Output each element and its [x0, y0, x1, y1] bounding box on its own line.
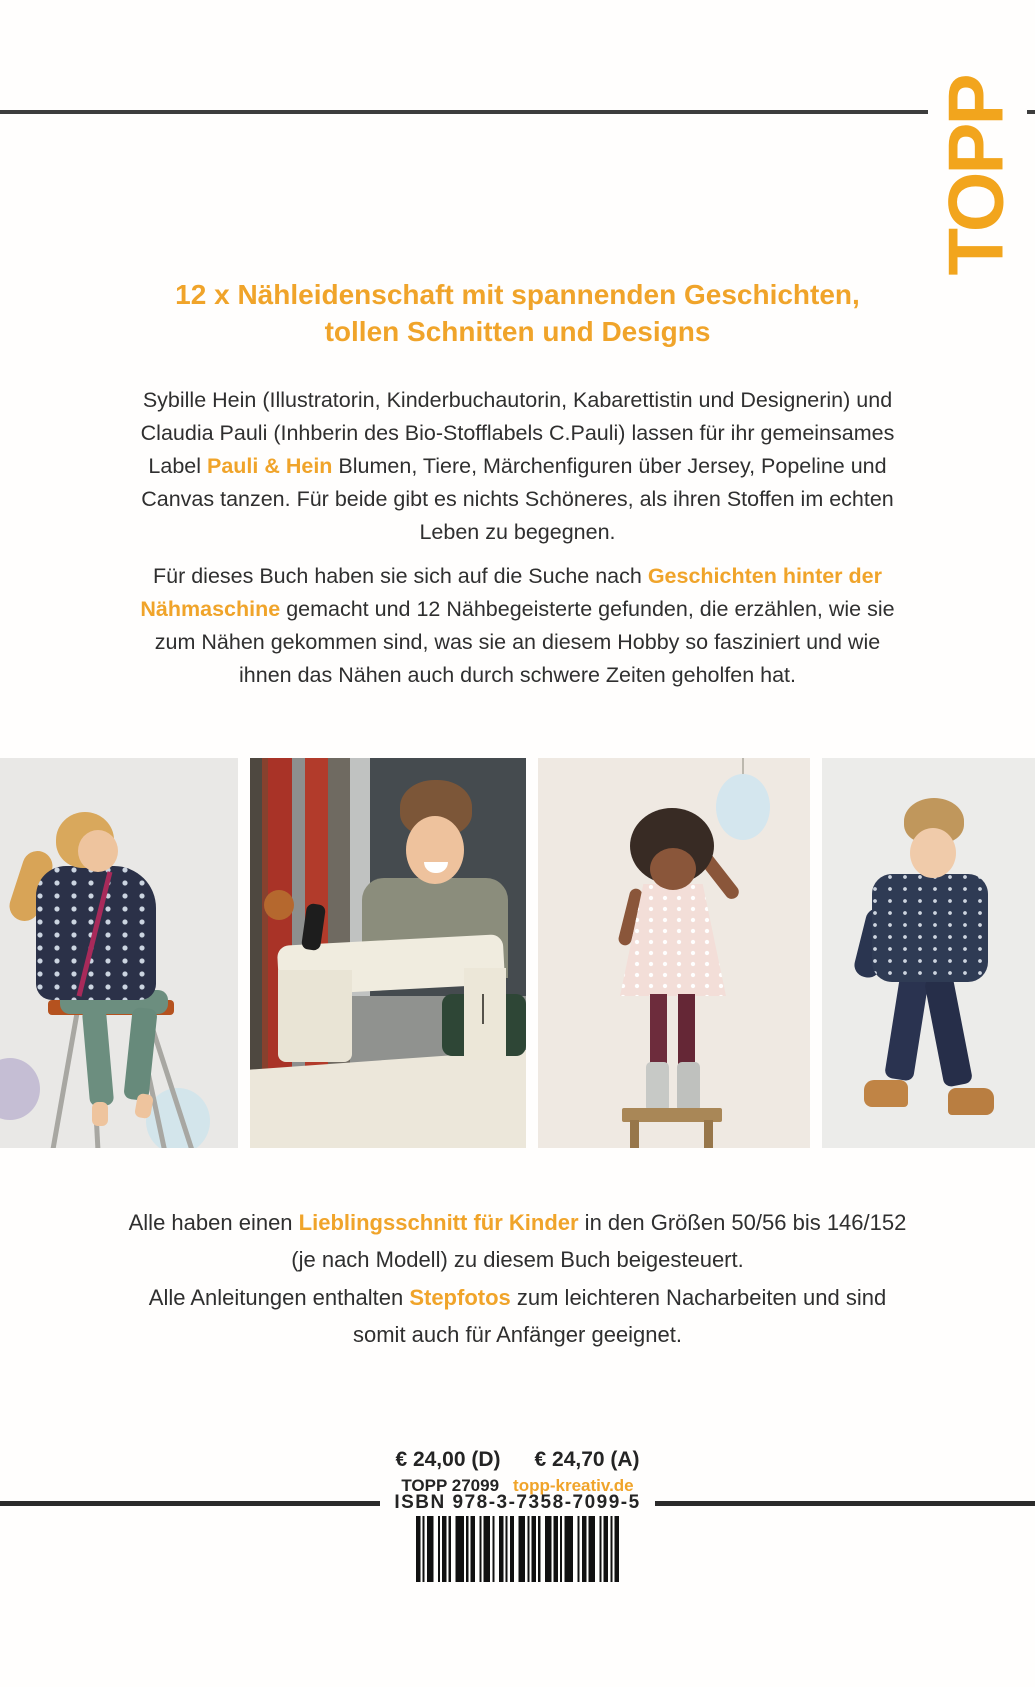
- publisher-website-link[interactable]: topp-kreativ.de: [513, 1476, 634, 1495]
- price-line: [0, 1448, 1035, 1472]
- isbn-row: [0, 1492, 1035, 1514]
- man-face: [406, 816, 464, 884]
- text-segment: Für dieses Buch haben sie sich auf die Suche nach: [153, 563, 648, 588]
- text-segment: zum leichteren Nacharbeiten und sind somit auch für Anfänger geeignet.: [353, 1285, 887, 1347]
- barcode-container: [0, 1516, 1035, 1587]
- rubber-boot: [646, 1062, 669, 1110]
- blue-balloon: [716, 774, 770, 840]
- about-book-paragraph: [138, 560, 898, 692]
- isbn-rule-right: [655, 1501, 1035, 1506]
- text-segment: Alle Anleitungen enthalten: [148, 1285, 410, 1310]
- text-segment: gemacht und 12 Nähbegeisterte gefunden, die erzählen, wie sie zum Nähen gekommen sind, was sie an diesem Hobby so fasziniert und wie ihnen das Nähen auch durch schwere Zeiten geholfen hat.: [154, 596, 895, 687]
- hanging-basket: [264, 890, 294, 920]
- text-segment: Blumen, Tiere, Märchenfiguren über Jersey, Popeline und Canvas tanzen. Für beide gibt es nichts Schöneres, als ihren Stoffen im echten Leben zu begegnen.: [141, 453, 894, 544]
- tan-boot: [948, 1088, 994, 1115]
- isbn-number: ISBN 978-3-7358-7099-5: [394, 1492, 641, 1513]
- girl-face: [78, 830, 118, 872]
- price-austria: € 24,70 (A): [534, 1448, 640, 1471]
- about-authors-paragraph: [138, 384, 898, 549]
- stool-leg: [630, 1120, 639, 1148]
- boy-speckled-sweater: [872, 874, 988, 982]
- photo-strip: [0, 758, 1035, 1148]
- label-lieblingsschnitt: Lieblingsschnitt für Kinder: [298, 1210, 579, 1235]
- top-divider-rule-stub: [1027, 110, 1035, 114]
- girl-leg: [82, 1007, 114, 1107]
- top-divider-rule: [0, 110, 928, 114]
- photo-boy-walking: [822, 758, 1035, 1148]
- sewing-machine-pillar: [464, 968, 506, 1060]
- rubber-boot: [677, 1062, 700, 1110]
- girl-face: [650, 848, 696, 890]
- topp-logo-text: TOPP: [931, 76, 1020, 276]
- stool-leg: [704, 1120, 713, 1148]
- tan-boot: [864, 1080, 908, 1107]
- photo-girl-on-stool: [0, 758, 238, 1148]
- product-code: TOPP 27099: [401, 1476, 500, 1495]
- boy-face: [910, 828, 956, 878]
- text-segment: Alle haben einen: [128, 1210, 299, 1235]
- girl-foot: [92, 1102, 108, 1126]
- photo-girl-with-balloon: [538, 758, 810, 1148]
- photo-man-at-sewing-machine: [250, 758, 526, 1148]
- boy-navy-pants: [884, 974, 929, 1081]
- ean-barcode: [416, 1516, 619, 1582]
- instructions-note-paragraph: [123, 1279, 913, 1353]
- girl-burgundy-tights: [678, 994, 695, 1066]
- sewing-machine-head: [278, 970, 352, 1062]
- boy-navy-pants: [924, 974, 973, 1088]
- label-pauli-und-hein: Pauli & Hein: [207, 453, 333, 478]
- patterns-note-paragraph: [123, 1204, 913, 1278]
- headline-line-2: tollen Schnitten und Designs: [324, 316, 711, 347]
- sewing-machine-needle: [482, 994, 484, 1024]
- isbn-rule-left: [0, 1501, 380, 1506]
- cover-headline: [0, 276, 1035, 350]
- lavender-balloon: [0, 1058, 40, 1120]
- topp-publisher-logo: [933, 50, 1019, 302]
- text-segment: in den Größen 50/56 bis 146/152 (je nach Modell) zu diesem Buch beigesteuert.: [291, 1210, 907, 1272]
- chair-leg: [49, 1011, 80, 1148]
- label-geschichten-hinter-der-naehmaschine: Geschichten hinter der Nähmaschine: [140, 563, 882, 621]
- text-segment: Sybille Hein (Illustratorin, Kinderbuchautorin, Kabarettistin und Designerin) und Claudia Pauli (Inhberin des Bio-Stofflabels C.Pauli) lassen für ihr gemeinsames Label: [140, 387, 895, 478]
- girl-burgundy-tights: [650, 994, 667, 1066]
- headline-line-1: 12 x Nähleidenschaft mit spannenden Geschichten,: [175, 279, 860, 310]
- price-germany: € 24,00 (D): [395, 1448, 501, 1471]
- label-stepfotos: Stepfotos: [409, 1285, 511, 1310]
